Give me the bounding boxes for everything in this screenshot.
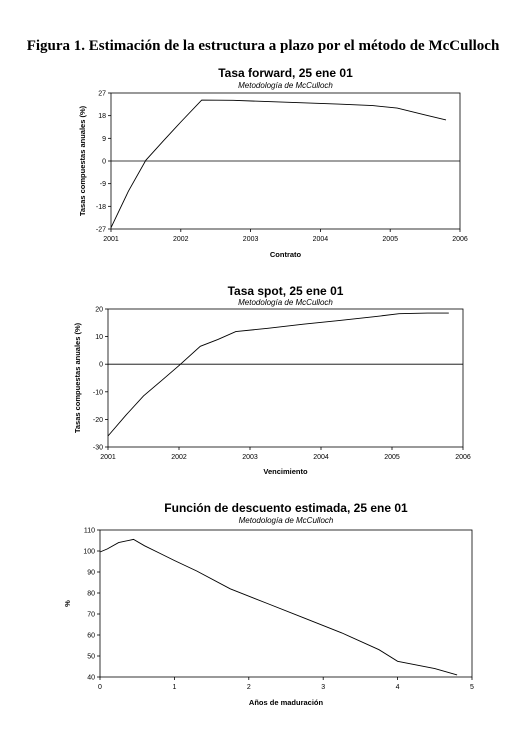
spot-rate-chart <box>0 282 526 502</box>
y-tick-label: 70 <box>87 611 95 619</box>
y-tick-label: 90 <box>87 569 95 577</box>
x-tick-label: 2002 <box>171 454 187 461</box>
x-axis-label: Contrato <box>269 250 302 259</box>
x-tick-label: 2004 <box>312 236 329 243</box>
x-tick-label: 2001 <box>103 236 119 243</box>
series-line <box>100 539 457 675</box>
x-tick-label: 2003 <box>242 454 258 461</box>
x-tick-label: 2001 <box>100 454 116 461</box>
y-tick-label: 9 <box>102 135 106 143</box>
y-tick-label: 10 <box>95 334 103 342</box>
x-tick-label: 2005 <box>382 236 398 243</box>
y-tick-label: 18 <box>98 113 106 121</box>
y-tick-label: 100 <box>83 548 95 556</box>
y-tick-label: -18 <box>95 203 106 211</box>
y-axis-label: Tasas compuestas anuales (%) <box>78 105 87 217</box>
x-tick-label: 2 <box>246 684 251 691</box>
x-tick-label: 4 <box>395 684 400 691</box>
y-tick-label: 80 <box>87 590 95 598</box>
series-line <box>108 313 449 436</box>
x-axis-label: Vencimiento <box>263 467 308 476</box>
x-tick-label: 0 <box>98 684 102 691</box>
y-tick-label: 0 <box>102 158 106 166</box>
chart-subtitle: Metodología de McCulloch <box>238 298 333 307</box>
x-tick-label: 2006 <box>452 236 468 243</box>
x-tick-label: 2003 <box>242 236 259 243</box>
x-tick-label: 3 <box>321 684 326 691</box>
y-tick-label: -20 <box>92 416 103 424</box>
figure-title: Figura 1. Estimación de la estructura a plazo por el método de McCulloch <box>26 38 500 54</box>
chart-title: Tasa forward, 25 ene 01 <box>218 66 353 80</box>
chart-subtitle: Metodología de McCulloch <box>238 516 334 525</box>
x-tick-label: 1 <box>172 684 177 691</box>
chart-subtitle: Metodología de McCulloch <box>238 81 333 90</box>
y-tick-label: 40 <box>87 674 95 682</box>
chart-title: Tasa spot, 25 ene 01 <box>227 284 344 298</box>
chart-title: Función de descuento estimada, 25 ene 01 <box>164 501 408 515</box>
series-line <box>111 100 446 228</box>
y-tick-label: -27 <box>95 226 106 234</box>
y-tick-label: -9 <box>99 181 106 189</box>
y-tick-label: 27 <box>98 90 106 98</box>
forward-rate-chart <box>0 64 526 264</box>
plot-frame <box>100 530 472 677</box>
x-tick-label: 2005 <box>384 454 400 461</box>
y-tick-label: 110 <box>83 527 95 535</box>
y-axis-label: Tasas compuestas anuales (%) <box>73 322 82 434</box>
x-tick-label: 5 <box>470 684 474 691</box>
x-tick-label: 2004 <box>313 454 329 461</box>
discount-function-chart <box>0 500 526 725</box>
y-axis-label: % <box>63 600 72 607</box>
plot-frame <box>108 309 463 447</box>
y-tick-label: 20 <box>95 306 103 314</box>
x-tick-label: 2002 <box>173 236 189 243</box>
y-tick-label: -30 <box>92 444 103 452</box>
x-tick-label: 2006 <box>455 454 471 461</box>
y-tick-label: -10 <box>92 389 103 397</box>
y-tick-label: 0 <box>99 361 103 369</box>
y-tick-label: 50 <box>87 653 95 661</box>
y-tick-label: 60 <box>87 632 95 640</box>
x-axis-label: Años de maduración <box>248 698 324 707</box>
